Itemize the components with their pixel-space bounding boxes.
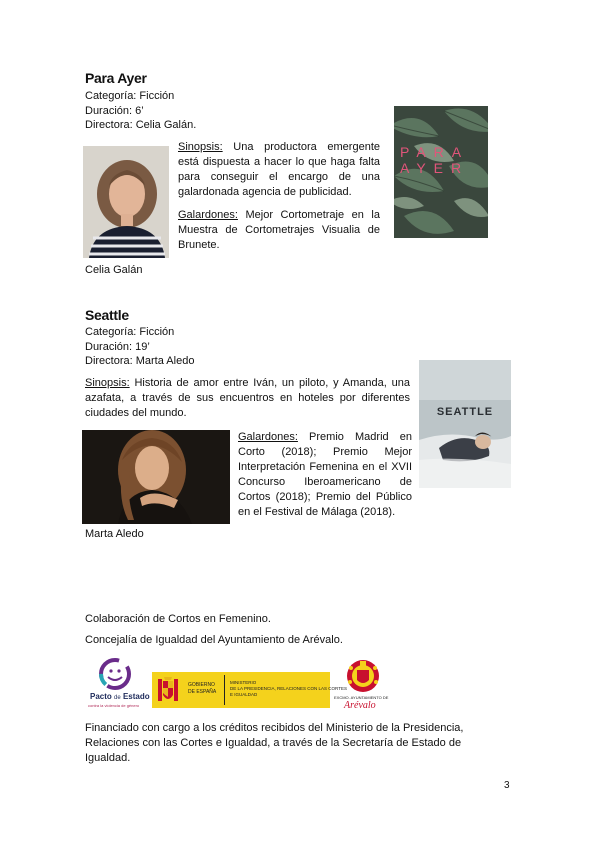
arevalo-crest-icon [345, 658, 381, 694]
duration: Duración: 6’ [85, 104, 144, 117]
director: Directora: Marta Aledo [85, 355, 195, 367]
synopsis-text: Una productora emergente está dispuesta a hacer lo que haga falta para conseguir el encargo de una galardonada agencia de publicidad. [178, 141, 380, 198]
category: Categoría: Ficción [85, 326, 175, 338]
synopsis-seattle [85, 376, 410, 421]
photo-caption-marta: Marta Aledo [85, 528, 144, 540]
awards-text: Premio Madrid en Corto (2018); Premio Mejor Interpretación Femenina en el XVII Concurso Iberoamericano de Cortos (2018); Premio del Público en el Festival de Málaga (2018). [238, 431, 412, 518]
photo-caption-celia: Celia Galán [85, 264, 143, 276]
poster-para-ayer-title: PARA AYER [400, 144, 470, 176]
pacto-de-estado-logo: Pacto de Estado contra la violencia de género [88, 658, 142, 714]
film-title-seattle: Seattle [85, 307, 129, 323]
funding-text: Financiado con cargo a los créditos recibidos del Ministerio de la Presidencia, Relaciones con las Cortes e Igualdad, a través de la Secretaría de Estado de Igualdad. [85, 722, 464, 764]
awards-para-ayer [178, 208, 380, 253]
logo-strip [88, 658, 388, 714]
synopsis-label: Sinopsis: [178, 141, 223, 153]
spain-coat-of-arms-icon [156, 675, 180, 705]
synopsis-label: Sinopsis: [85, 377, 130, 389]
poster-para-ayer [394, 106, 488, 238]
awards-label: Galardones: [178, 209, 238, 221]
film-title-para-ayer: Para Ayer [85, 70, 147, 86]
collab-text: Colaboración de Cortos en Femenino. [85, 613, 271, 625]
awards-seattle [238, 430, 412, 520]
category: Categoría: Ficción [85, 90, 175, 102]
director-photo-celia-galan [83, 146, 169, 258]
synopsis-para-ayer [178, 140, 380, 200]
film-meta-seattle [85, 325, 365, 369]
awards-text: Mejor Cortometraje en la Muestra de Cortometrajes Visualia de Brunete. [178, 209, 380, 251]
gobierno-ministerio-logo: GOBIERNO DE ESPAÑA MINISTERIO DE LA PRESIDENCIA, RELACIONES CON LAS CORTES E IGUALDAD [152, 672, 330, 708]
awards-label: Galardones: [238, 431, 298, 443]
director-photo-marta-aledo [82, 430, 230, 524]
page-number: 3 [504, 780, 510, 791]
ayuntamiento-arevalo-logo: EXCMO. AYUNTAMIENTO DE Arévalo [338, 658, 388, 714]
film-meta-para-ayer [85, 89, 365, 133]
poster-seattle [419, 360, 511, 488]
poster-seattle-title: SEATTLE [436, 406, 494, 418]
synopsis-text: Historia de amor entre Iván, un piloto, y Amanda, una azafata, a través de sus encuentros en hoteles por diferentes ciudades del mundo. [85, 377, 410, 419]
duration: Duración: 19’ [85, 340, 150, 353]
director: Directora: Celia Galán. [85, 119, 197, 131]
council-text: Concejalía de Igualdad del Ayuntamiento de Arévalo. [85, 634, 343, 646]
